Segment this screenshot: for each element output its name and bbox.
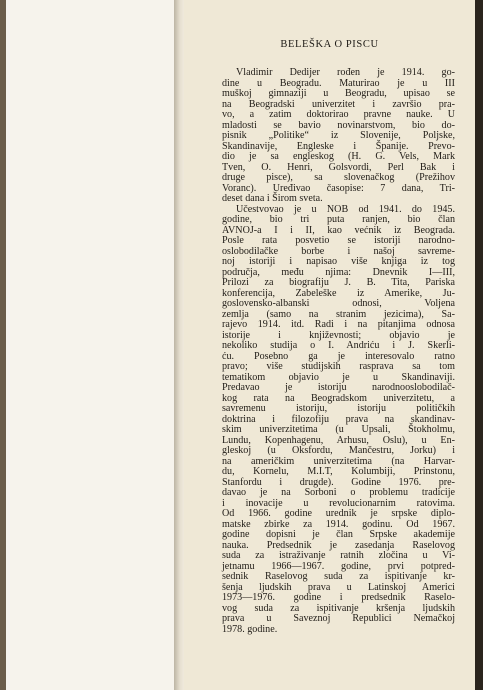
text-line: davao je na Sorboni o problemu tradicije (222, 487, 455, 498)
text-line: 1973—1976. godine i predsednik Raselo- (222, 592, 455, 603)
cover-edge (475, 0, 483, 690)
text-line: na Beogradski univerzitet i završio pra- (222, 98, 455, 110)
text-line: dio je sa engleskog (H. G. Vels, Mark (222, 151, 455, 162)
text-line: Voranc). Uređivao časopise: 7 dana, Tri- (222, 182, 455, 194)
page-fold-shadow (174, 0, 184, 690)
text-line: Skandinavije, Engleske i Španije. Prevo- (222, 140, 455, 152)
text-line: Stanfordu i drugde). Godine 1976. pre- (222, 476, 455, 488)
text-line: skim univerzitetima (u Upsali, Štokholmu, (222, 424, 455, 435)
text-line: suda za istraživanje ratnih zločina u Vi- (222, 550, 455, 561)
text-line: kog rata na Beogradskom univerzitetu, a (222, 392, 455, 404)
text-line: ću. Posebno ga je interesovalo ratno (222, 350, 455, 362)
text-line: noj istoriji i napisao više knjiga iz tog (222, 256, 455, 267)
paragraph (222, 68, 455, 205)
text-line: pravo; više studijskih rasprava sa tom (222, 361, 455, 372)
text-line: Vladimir Dedijer rođen je 1914. go- (236, 67, 455, 78)
text-line: pisnik „Politike“ iz Slovenije, Poljske, (222, 130, 455, 141)
text-line: muškoj gimnaziji u Beogradu, upisao se (222, 88, 455, 99)
text-line: i inovacije u revolucionarnim ratovima. (222, 497, 455, 509)
section-heading: BELEŠKA O PISCU (280, 39, 379, 50)
text-line: jetnamu 1966—1967. godine, prvi potpred- (222, 560, 455, 572)
text-line: šenja ljudskih prava u Latinskoj Americi (222, 581, 455, 593)
left-page-blank (6, 0, 181, 690)
text-line: istorije i književnosti; objavio je (222, 329, 455, 341)
text-line: nekoliko studija o I. Andriću i J. Skerli- (222, 340, 455, 351)
text-line: sednik Raselovog suda za ispitivanje kr- (222, 571, 455, 582)
text-line: du, Kornelu, M.I.T, Kolumbiji, Prinstonu, (222, 466, 455, 477)
text-line: 1978. godine. (222, 623, 278, 635)
text-line: dine u Beogradu. Maturirao je u III (222, 77, 455, 89)
text-line: mladosti se bavio novinarstvom, bio do- (222, 119, 455, 131)
text-line: AVNOJ-a I i II, kao većnik iz Beograda. (222, 224, 455, 236)
text-line: tematikom objavio je u Skandinaviji. (222, 371, 455, 383)
text-line: matske zbirke za 1914. godinu. Od 1967. (222, 518, 455, 530)
biography-text (222, 68, 455, 635)
text-line: zemlja (samo na stranim jezicima), Sa- (222, 308, 455, 320)
text-line: Od 1966. godine urednik je srpske diplo- (222, 508, 455, 519)
text-line: vog suda za ispitivanje kršenja ljudskih (222, 602, 455, 614)
text-line: Predavao je istoriju narodnooslobodilač- (222, 382, 455, 393)
text-line: Tven, O. Henri, Golsvordi, Perl Bak i (222, 161, 455, 173)
text-line: vo, a zatim doktorirao pravne nauke. U (222, 109, 455, 120)
text-line: nauka. Predsednik je zasedanja Raselovog (222, 539, 455, 551)
text-line: goslovensko-albanski odnosi, Voljena (222, 298, 455, 309)
text-line: konferencija, Zabeleške iz Amerike, Ju- (222, 287, 455, 299)
text-line: prava u Saveznoj Republici Nemačkoj (222, 613, 455, 624)
text-line: Posle rata posvetio se istoriji narodno- (222, 235, 455, 246)
paragraph (222, 205, 455, 636)
text-line: Prilozi za biografiju J. B. Tita, Pariska (222, 277, 455, 288)
text-line: oslobodilačke borbe i našoj savreme- (222, 245, 455, 257)
text-line: gleskoj (u Oksfordu, Mančestru, Jorku) i (222, 445, 455, 456)
text-line: rajevo 1914. itd. Radi i na pitanjima odnosa (222, 319, 455, 330)
text-line: godine dopisni je član Srpske akademije (222, 529, 455, 540)
text-line: godine, bio tri puta ranjen, bio član (222, 214, 455, 225)
text-line: savremenu istoriju, istoriju političkih (222, 403, 455, 414)
text-line: Lundu, Kopenhagenu, Arhusu, Oslu), u En- (222, 434, 455, 446)
text-line: druge pisce), sa slovenačkog (Prežihov (222, 172, 455, 183)
text-line: Učestvovao je u NOB od 1941. do 1945. (236, 203, 455, 215)
text-line: na američkim univerzitetima (na Harvar- (222, 455, 455, 467)
text-line: područja, među njima: Dnevnik I—III, (222, 266, 455, 278)
text-line: doktrina i filozofiju prava na skandinav- (222, 413, 455, 425)
text-line: deset dana i Širom sveta. (222, 193, 323, 204)
